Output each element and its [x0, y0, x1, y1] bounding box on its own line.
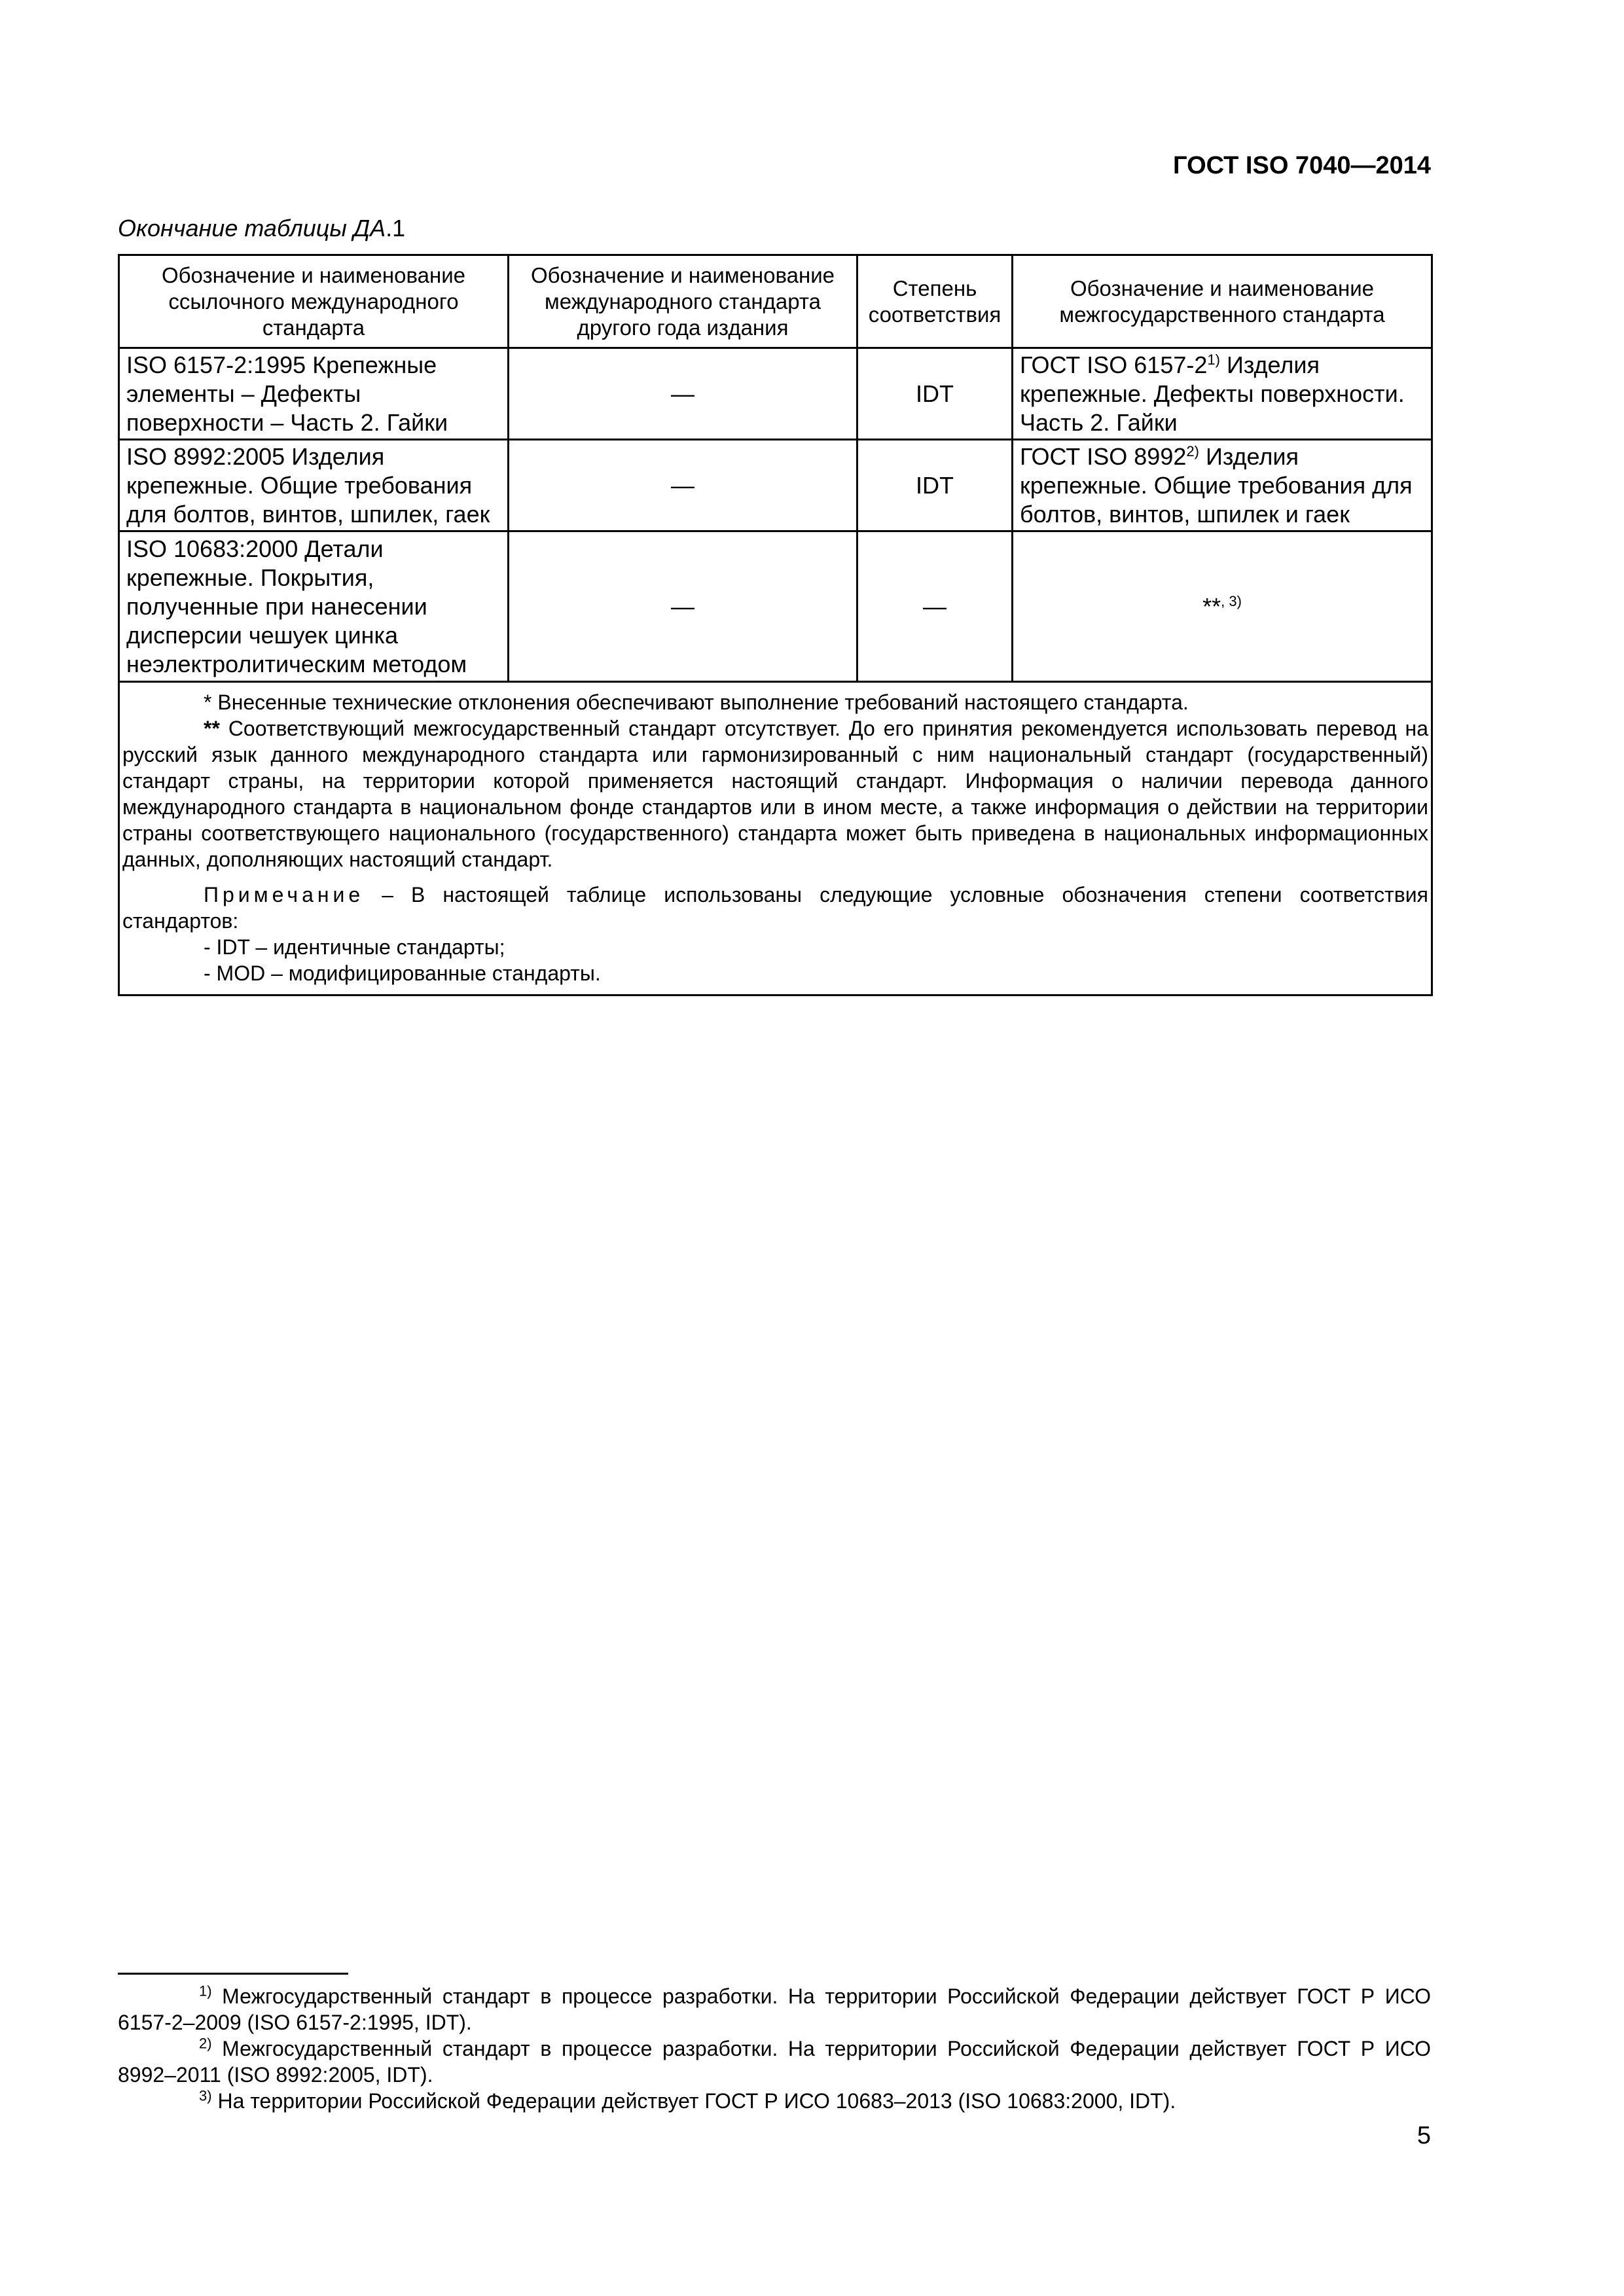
cell-reference-standard: ISO 10683:2000 Детали крепежные. Покрытия, полученные при нанесении дисперсии чешуек цинка неэлектролитическим методом: [119, 531, 509, 682]
cell-interstate-standard: [1013, 440, 1432, 531]
note-double-star-text: Соответствующий межгосударственный стандарт отсутствует. До его принятия рекомендуется использовать перевод на русский язык данного международного стандарта или гармонизированный с ним национальный стандарт (государственный) стандарт страны, на территории которой применяется настоящий стандарт. Информация о наличии перевода данного международного стандарта в национальном фонде стандартов или в ином месте, а также информация о действии на территории страны соответствующего национального (государственного) стандарта может быть приведена в национальных информационных данных, дополняющих настоящий стандарт.: [122, 717, 1428, 871]
table-caption-suffix: .1: [386, 215, 406, 242]
note-label: Примечание: [204, 883, 365, 906]
table-caption: [118, 215, 405, 242]
footnote-mark: 2): [199, 2035, 212, 2052]
cell-degree: IDT: [857, 440, 1013, 531]
standards-correspondence-table: [118, 254, 1433, 996]
footnote-text: На территории Российской Федерации действует ГОСТ Р ИСО 10683–2013 (ISO 10683:2000, IDT).: [211, 2089, 1176, 2113]
table-row: [119, 531, 1432, 682]
note-double-star-mark: **: [204, 717, 220, 740]
footnotes: [118, 1983, 1431, 2114]
cell-other-year-standard: —: [509, 531, 857, 682]
header-degree-of-conformity: Степень соответствия: [857, 255, 1013, 348]
footnote-ref: 1): [1207, 351, 1220, 368]
interstate-code: **: [1202, 592, 1221, 620]
header-interstate-standard: Обозначение и наименование межгосударственного стандарта: [1013, 255, 1432, 348]
table-caption-prefix: Окончание таблицы ДА: [118, 215, 386, 242]
footnote-item: [118, 2036, 1431, 2088]
cell-other-year-standard: —: [509, 348, 857, 440]
footnote-item: [118, 2088, 1431, 2114]
note-legend-text: – В настоящей таблице использованы следующие условные обозначения степени соответствия стандартов:: [122, 883, 1428, 933]
note-item: - MOD – модифицированные стандарты.: [204, 961, 601, 985]
interstate-name: Изделия крепежные. Дефекты поверхности. Часть 2. Гайки: [1020, 351, 1405, 436]
cell-reference-standard: ISO 8992:2005 Изделия крепежные. Общие требования для болтов, винтов, шпилек, гаек: [119, 440, 509, 531]
footnote-mark: 1): [199, 1982, 212, 2000]
cell-degree: IDT: [857, 348, 1013, 440]
table-notes-row: [119, 682, 1432, 996]
note-single-star: * Внесенные технические отклонения обеспечивают выполнение требований настоящего стандарта.: [204, 691, 1189, 714]
cell-interstate-standard: [1013, 348, 1432, 440]
interstate-name: Изделия крепежные. Общие требования для болтов, винтов, шпилек и гаек: [1020, 442, 1413, 528]
footnote-ref: 2): [1186, 442, 1199, 459]
cell-degree: —: [857, 531, 1013, 682]
footnote-text: Межгосударственный стандарт в процессе разработки. На территории Российской Федерации действует ГОСТ Р ИСО 6157-2–2009 (ISO 6157-2:1995, IDT).: [118, 1984, 1431, 2034]
cell-interstate-standard: [1013, 531, 1432, 682]
interstate-code: ГОСТ ISO 8992: [1020, 442, 1187, 470]
table-row: [119, 440, 1432, 531]
table-row: [119, 348, 1432, 440]
note-legend: [122, 882, 1428, 934]
header-other-year-standard: Обозначение и наименование международного стандарта другого года издания: [509, 255, 857, 348]
cell-reference-standard: ISO 6157-2:1995 Крепежные элементы – Дефекты поверхности – Часть 2. Гайки: [119, 348, 509, 440]
footnote-mark: 3): [199, 2087, 212, 2104]
document-code-header: ГОСТ ISO 7040—2014: [1173, 152, 1431, 179]
header-reference-standard: Обозначение и наименование ссылочного международного стандарта: [119, 255, 509, 348]
footnote-text: Межгосударственный стандарт в процессе разработки. На территории Российской Федерации действует ГОСТ Р ИСО 8992–2011 (ISO 8992:2005, IDT).: [118, 2037, 1431, 2087]
note-item: - IDT – идентичные стандарты;: [204, 935, 505, 959]
footnote-separator: [118, 1973, 348, 1975]
page-number: 5: [1416, 2122, 1431, 2149]
table-notes: [119, 682, 1432, 996]
footnote-item: [118, 1983, 1431, 2036]
interstate-code: ГОСТ ISO 6157-2: [1020, 351, 1208, 378]
table-header-row: [119, 255, 1432, 348]
cell-other-year-standard: —: [509, 440, 857, 531]
footnote-ref: , 3): [1221, 592, 1242, 609]
note-double-star: [122, 715, 1428, 872]
